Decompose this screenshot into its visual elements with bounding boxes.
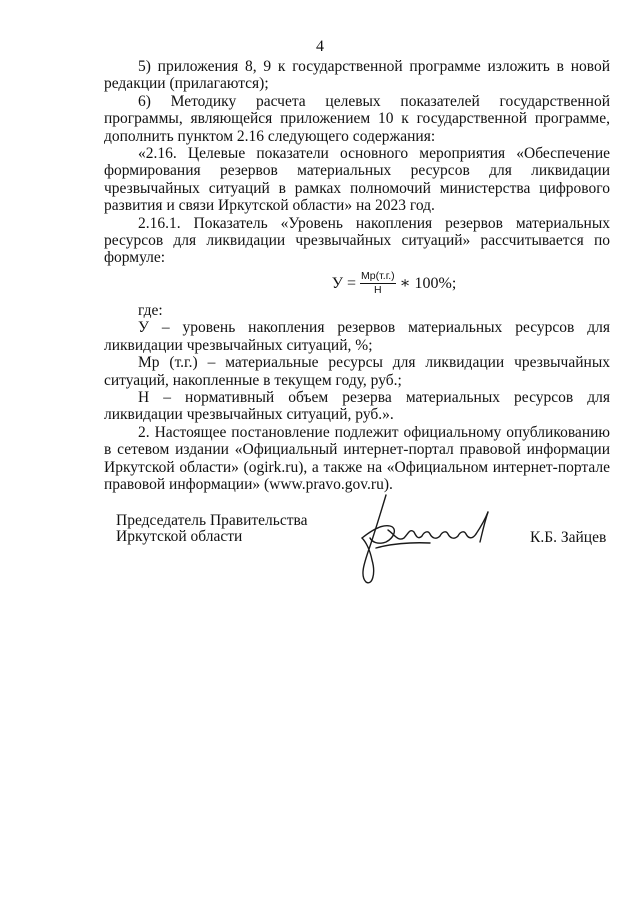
formula-denominator: Н xyxy=(374,284,382,297)
formula-numerator: Мр(т.г.) xyxy=(361,270,395,283)
formula xyxy=(178,270,610,298)
paragraph-methodology: 6) Методику расчета целевых показателей государственной программы, являющейся приложением 10 к государственной программе, дополнить пунктом 2.16 следующего содержания: xyxy=(104,92,610,145)
formula-rhs: ∗ 100%; xyxy=(399,275,457,293)
signer-title xyxy=(116,513,336,545)
page-number: 4 xyxy=(316,38,324,55)
definition-mr: Мр (т.г.) – материальные ресурсы для ликвидации чрезвычайных ситуаций, накопленные в текущем году, руб.; xyxy=(104,354,610,389)
definition-u: У – уровень накопления резервов материальных ресурсов для ликвидации чрезвычайных ситуаций, %; xyxy=(104,319,610,354)
signer-title-line2: Иркутской области xyxy=(116,528,243,545)
signer-name: К.Б. Зайцев xyxy=(530,529,607,546)
document-body xyxy=(104,58,610,493)
signer-title-line1: Председатель Правительства xyxy=(116,512,308,529)
definition-n: Н – нормативный объем резерва материальных ресурсов для ликвидации чрезвычайных ситуаций, руб.». xyxy=(104,388,610,424)
formula-fraction xyxy=(360,271,396,296)
definitions-intro: где: xyxy=(138,301,163,319)
paragraph-appendix-8-9: 5) приложения 8, 9 к государственной программе изложить в новой редакции (прилагаются); xyxy=(104,58,610,93)
paragraph-2-16: «2.16. Целевые показатели основного мероприятия «Обеспечение формирования резервов материальных ресурсов для ликвидации чрезвычайных ситуаций в рамках полномочий министерства цифрового развития и связи Иркутской области» на 2023 год. xyxy=(104,145,610,215)
formula-lhs: У = xyxy=(331,275,357,293)
paragraph-2-16-1: 2.16.1. Показатель «Уровень накопления резервов материальных ресурсов для ликвидации чрезвычайных ситуаций» рассчитывается по формуле: xyxy=(104,214,610,267)
handwritten-signature xyxy=(320,490,520,590)
paragraph-publication: 2. Настоящее постановление подлежит официальному опубликованию в сетевом издании «Официальный интернет-портал правовой информации Иркутской области» (ogirk.ru), а также на «Официальном интернет-портале правовой информации» (www.pravo.gov.ru). xyxy=(104,423,610,493)
